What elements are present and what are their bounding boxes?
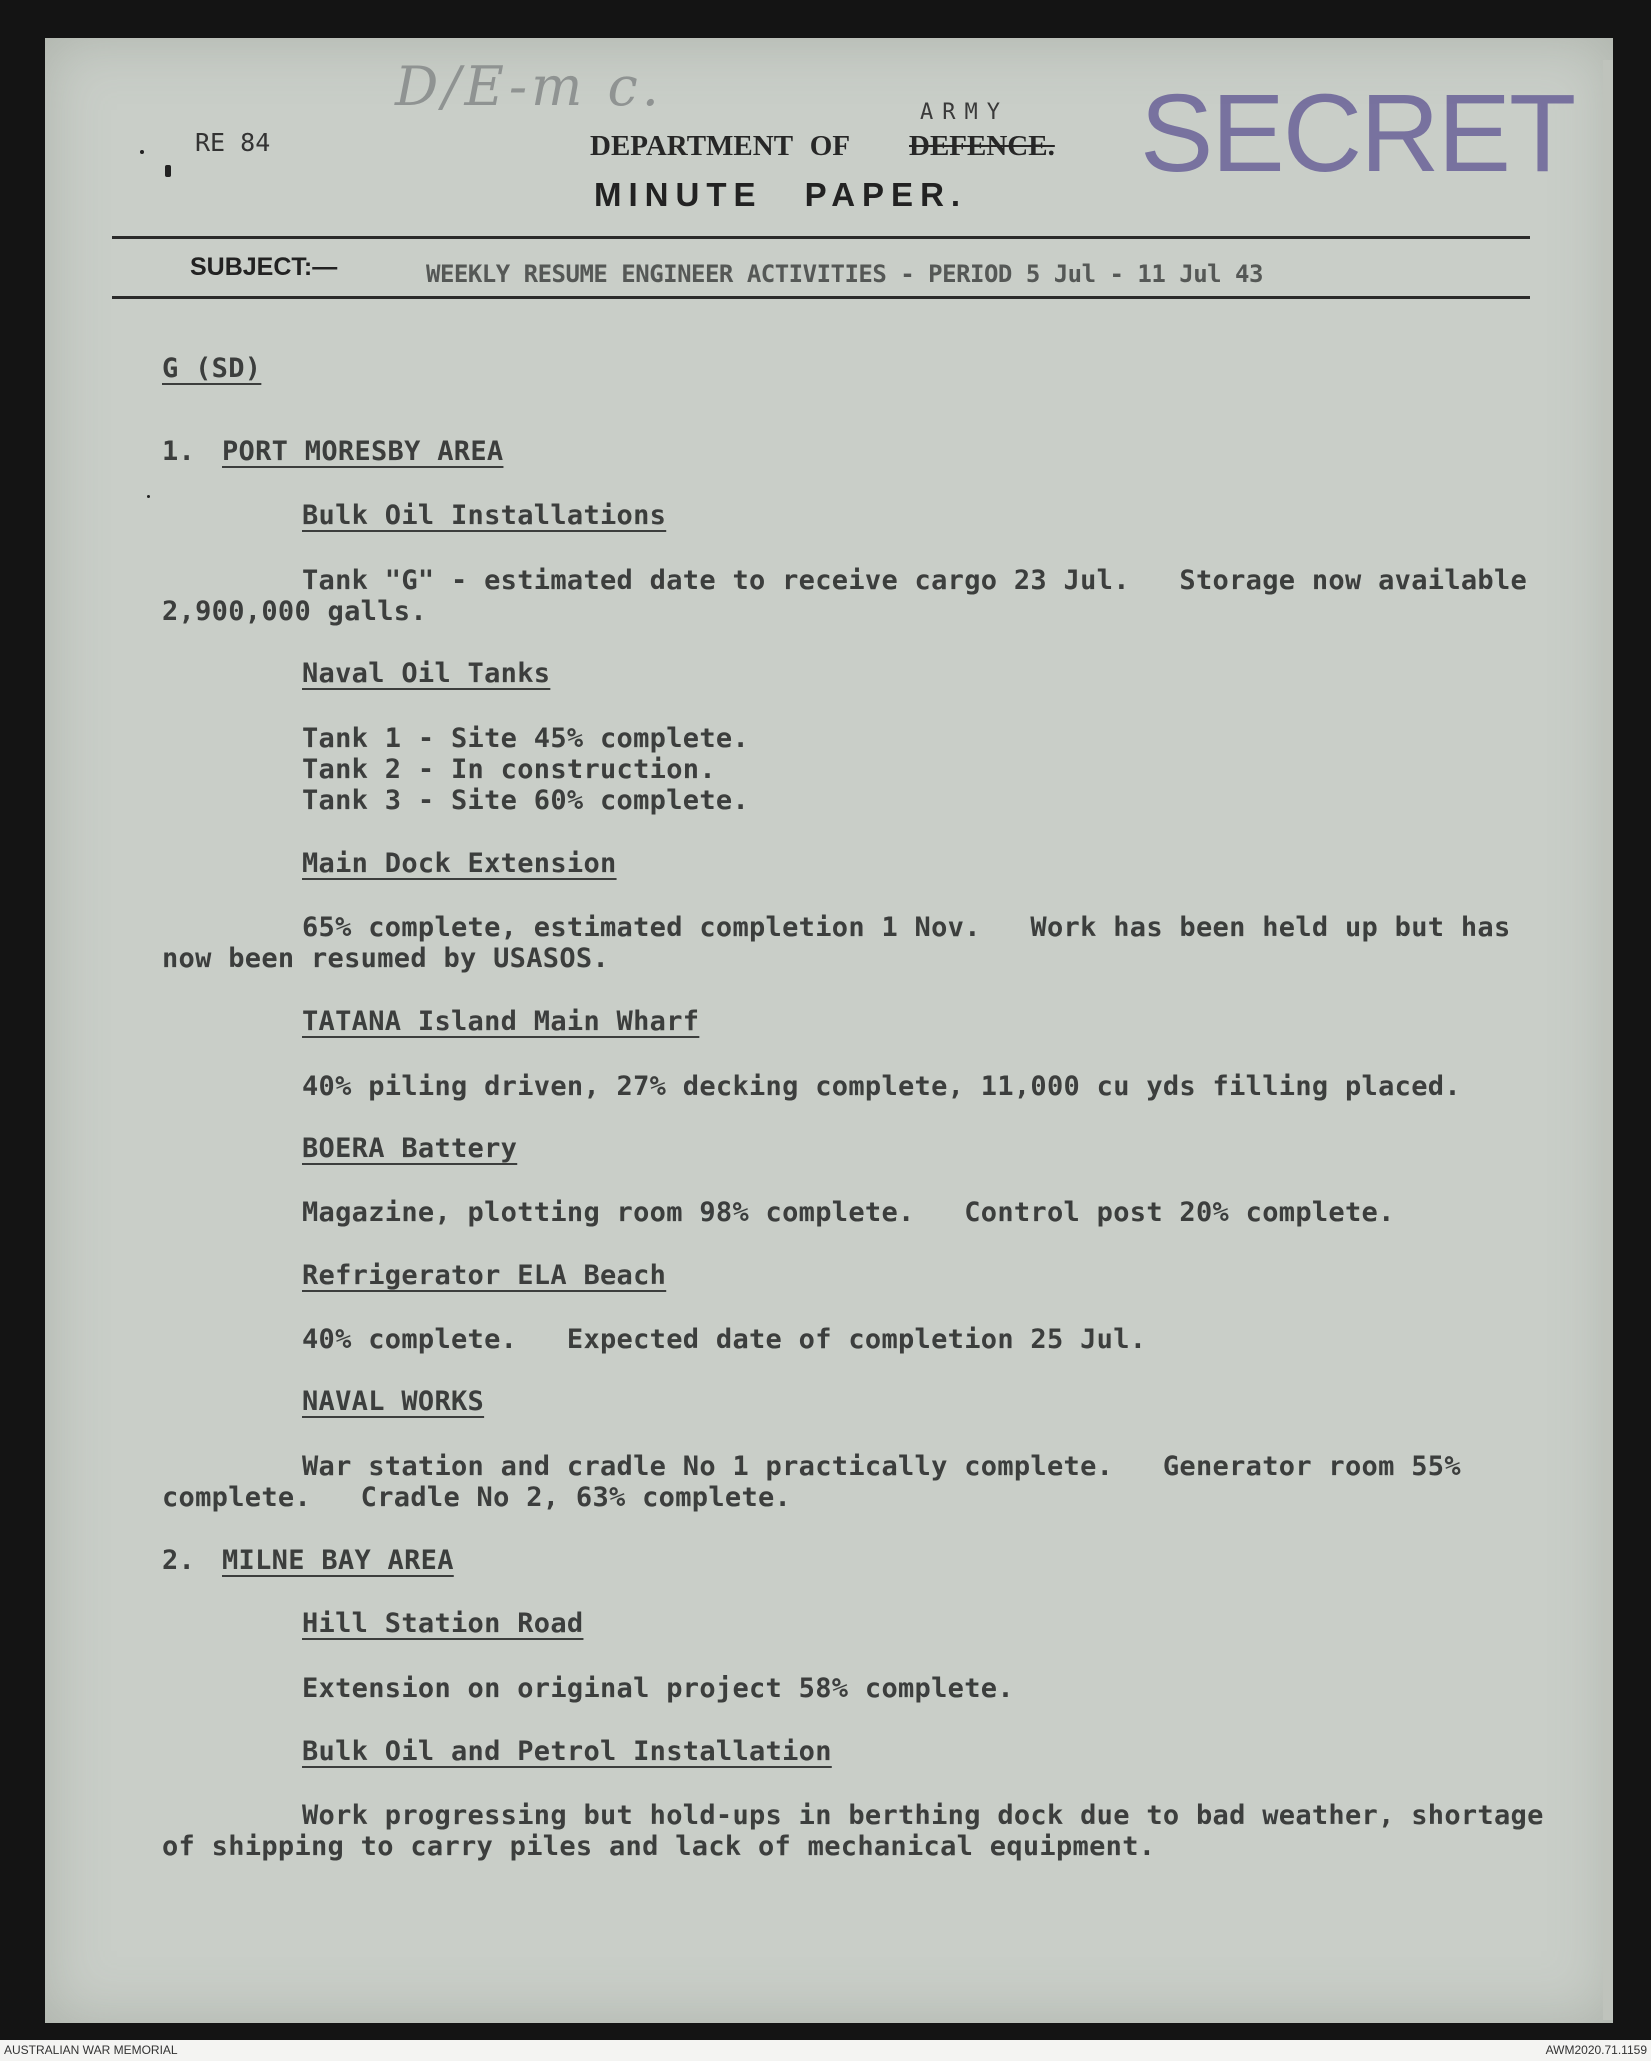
item-heading: Hill Station Road xyxy=(302,1608,584,1639)
item-line: War station and cradle No 1 practically complete. Generator room 55% xyxy=(302,1451,1461,1482)
item-line: Magazine, plotting room 98% complete. Control post 20% complete. xyxy=(302,1197,1395,1228)
item-line: of shipping to carry piles and lack of mechanical equipment. xyxy=(162,1831,1156,1862)
section-number: 1. xyxy=(162,436,196,467)
item-line: Extension on original project 58% complete. xyxy=(302,1673,1014,1704)
section-title: MILNE BAY AREA xyxy=(222,1545,454,1576)
inserted-word: ARMY xyxy=(920,100,1009,125)
paper-speck xyxy=(147,495,150,498)
item-line: Tank 2 - In construction. xyxy=(302,754,716,785)
item-heading: Refrigerator ELA Beach xyxy=(302,1260,667,1291)
item-line: 2,900,000 galls. xyxy=(162,596,427,627)
department-label: DEPARTMENT OF xyxy=(590,130,851,162)
paper-speck xyxy=(165,165,171,177)
item-heading: TATANA Island Main Wharf xyxy=(302,1006,700,1037)
item-line: 40% complete. Expected date of completion 25 Jul. xyxy=(302,1324,1147,1355)
subject-text: WEEKLY RESUME ENGINEER ACTIVITIES - PERIOD 5 Jul - 11 Jul 43 xyxy=(426,260,1263,288)
item-line: now been resumed by USASOS. xyxy=(162,943,609,974)
item-heading: Main Dock Extension xyxy=(302,848,617,879)
footer-accession-number: AWM2020.71.1159 xyxy=(1545,2043,1647,2057)
item-heading: Bulk Oil Installations xyxy=(302,500,667,531)
addressee: G (SD) xyxy=(162,353,262,384)
secret-stamp: SECRET xyxy=(1140,72,1575,195)
struck-word: DEFENCE. xyxy=(909,130,1055,162)
minute-paper-sheet xyxy=(45,38,1613,2023)
reference-number: RE 84 xyxy=(195,128,271,157)
item-heading: BOERA Battery xyxy=(302,1133,518,1164)
item-heading: NAVAL WORKS xyxy=(302,1386,485,1417)
paper-edge xyxy=(1603,60,1613,2020)
subject-label: SUBJECT:— xyxy=(190,253,338,281)
item-line: 65% complete, estimated completion 1 Nov. Work has been held up but has xyxy=(302,912,1511,943)
item-heading: Naval Oil Tanks xyxy=(302,658,551,689)
item-line: complete. Cradle No 2, 63% complete. xyxy=(162,1482,792,1513)
item-line: Tank 3 - Site 60% complete. xyxy=(302,785,749,816)
item-line: Tank "G" - estimated date to receive cargo 23 Jul. Storage now available xyxy=(302,565,1528,596)
footer-credit: AUSTRALIAN WAR MEMORIAL xyxy=(4,2043,178,2057)
item-line: Work progressing but hold-ups in berthing dock due to bad weather, shortage xyxy=(302,1800,1544,1831)
section-number: 2. xyxy=(162,1545,196,1576)
section-title: PORT MORESBY AREA xyxy=(222,436,504,467)
form-title: MINUTE PAPER. xyxy=(594,176,968,213)
paper-speck xyxy=(140,150,144,154)
item-line: 40% piling driven, 27% decking complete, 11,000 cu yds filling placed. xyxy=(302,1071,1461,1102)
top-rule xyxy=(112,236,1530,239)
item-line: Tank 1 - Site 45% complete. xyxy=(302,723,749,754)
handwritten-note: D/E-m c. xyxy=(395,55,663,118)
bottom-rule xyxy=(112,296,1530,299)
item-heading: Bulk Oil and Petrol Installation xyxy=(302,1736,832,1767)
